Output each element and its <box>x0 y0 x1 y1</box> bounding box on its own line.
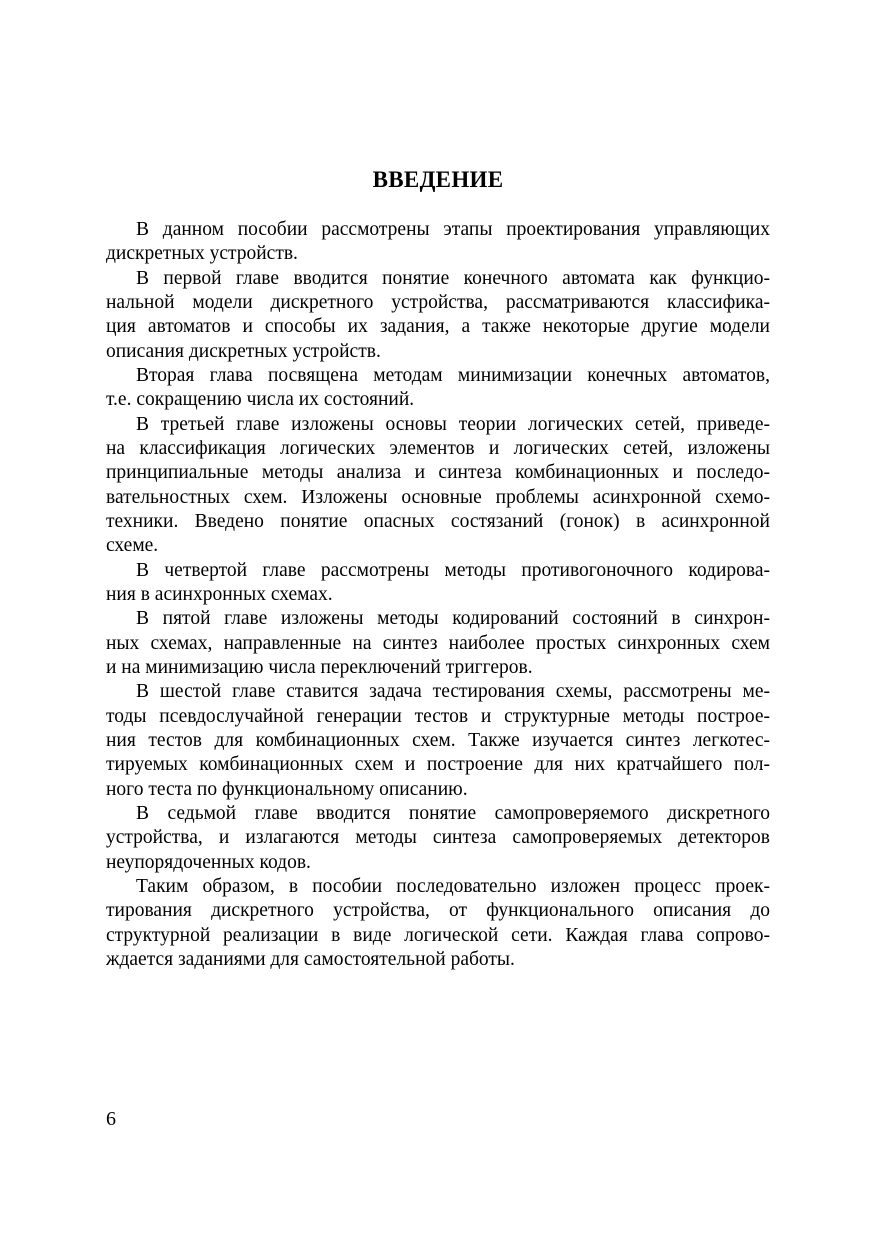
text-line: В пятой главе изложены методы кодирований состояний в синхрон- <box>136 608 770 630</box>
text-line: принципиальные методы анализа и синтеза комбинационных и последо- <box>106 462 770 484</box>
text-line: схеме. <box>106 535 159 557</box>
text-line: и на минимизацию числа переключений триггеров. <box>106 656 533 678</box>
paragraph <box>106 267 770 364</box>
text-line: ных схемах, направленные на синтез наиболее простых синхронных схем <box>106 632 770 654</box>
text-line: структурной реализации в виде логической сети. Каждая глава сопрово- <box>106 924 770 946</box>
text-line: В четвертой главе рассмотрены методы противогоночного кодирова- <box>136 559 770 581</box>
text-line: В шестой главе ставится задача тестирования схемы, рассмотрены ме- <box>136 681 770 703</box>
paragraph <box>106 218 770 267</box>
paragraph <box>106 680 770 802</box>
text-line: Вторая глава посвящена методам минимизации конечных автоматов, <box>136 364 770 386</box>
text-line: тирования дискретного устройства, от функционального описания до <box>106 900 770 922</box>
page-title: ВВЕДЕНИЕ <box>372 167 504 192</box>
paragraph <box>106 413 770 559</box>
intro-text <box>106 218 770 972</box>
text-line: В седьмой главе вводится понятие самопроверяемого дискретного <box>136 802 770 824</box>
text-line: неупорядоченных кодов. <box>106 851 311 873</box>
paragraph <box>106 802 770 875</box>
paragraph <box>106 607 770 680</box>
text-line: В данном пособии рассмотрены этапы проектирования управляющих <box>136 219 770 240</box>
text-line: нальной модели дискретного устройства, рассматриваются классифика- <box>106 291 770 313</box>
text-line: тоды псевдослучайной генерации тестов и структурные методы построе- <box>106 705 770 727</box>
text-line: ния в асинхронных схемах. <box>106 583 333 605</box>
text-line: ждается заданиями для самостоятельной работы. <box>106 948 515 970</box>
text-line: В первой главе вводится понятие конечного автомата как функцио- <box>136 267 770 289</box>
text-line: тируемых комбинационных схем и построение для них кратчайшего пол- <box>106 754 770 776</box>
paragraph <box>106 875 770 972</box>
paragraph <box>106 559 770 608</box>
text-line: ция автоматов и способы их задания, а также некоторые другие модели <box>106 316 770 338</box>
text-line: В третьей главе изложены основы теории логических сетей, приведе- <box>136 413 770 435</box>
text-line: на классификация логических элементов и логических сетей, изложены <box>106 437 770 459</box>
text-line: описания дискретных устройств. <box>106 340 381 362</box>
text-line: вательностных схем. Изложены основные проблемы асинхронной схемо- <box>106 486 770 508</box>
page-number: 6 <box>106 1108 116 1130</box>
text-line: техники. Введено понятие опасных состязаний (гонок) в асинхронной <box>106 510 770 532</box>
text-line: т.е. сокращению числа их состояний. <box>106 389 415 411</box>
text-line: ния тестов для комбинационных схем. Также изучается синтез легкотес- <box>106 729 770 751</box>
text-line: Таким образом, в пособии последовательно изложен процесс проек- <box>136 875 770 897</box>
paragraph <box>106 364 770 413</box>
text-line: устройства, и излагаются методы синтеза самопроверяемых детекторов <box>106 827 770 849</box>
text-line: дискретных устройств. <box>106 243 298 265</box>
text-line: ного теста по функциональному описанию. <box>106 778 468 800</box>
